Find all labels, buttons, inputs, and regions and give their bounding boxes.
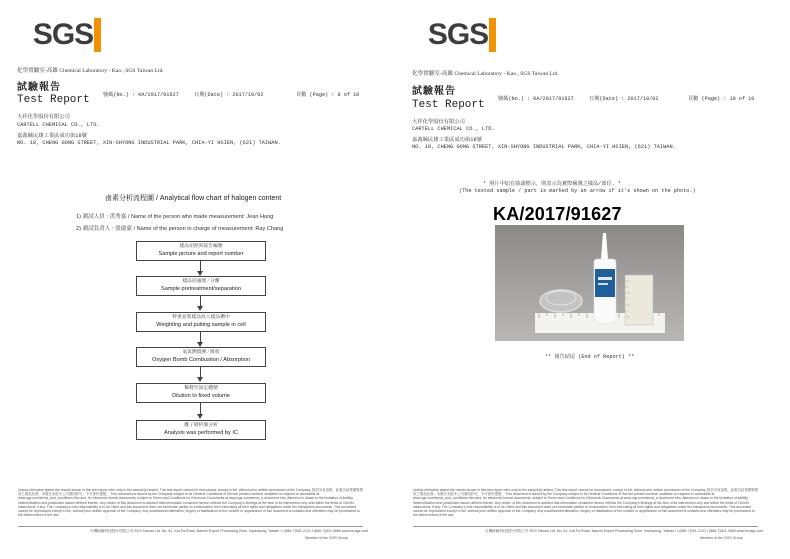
report-title-cn: 試驗報告 — [412, 86, 456, 97]
flow-arrow-head — [197, 414, 203, 419]
flow-arrow — [200, 296, 201, 306]
address-cn: 嘉義縣民雄工業區成功街18號 — [17, 133, 87, 139]
company-en: CARTELL CHEMICAL CO., LTD. — [412, 126, 495, 132]
sample-photo-image — [495, 225, 684, 341]
flow-step-3 — [136, 312, 266, 332]
footer-address: 台灣檢驗科技股份有限公司 SGS Taiwan Ltd. No. 61, Kai-Fa Road, Nanzih Export Processing Zone, Kaohsiung, Taiwan / t (886-7)301-2121 f (886-7)301-0869 www.tw.sgs.com — [485, 529, 764, 533]
flow-step-1 — [136, 241, 266, 261]
sgs-logo — [32, 18, 102, 56]
sgs-logo-text: SGS — [427, 18, 489, 51]
flow-step-en: Sample picture and report number — [158, 251, 244, 257]
flow-step-2 — [136, 276, 266, 296]
flow-chart-title: 鹵素分析流程圖 / Analytical flow chart of halogen content — [105, 195, 282, 202]
flow-step-en: Sample pretreatment/separation — [161, 286, 241, 292]
flow-arrow — [200, 261, 201, 271]
report-number: 號碼(No.) : KA/2017/91627 — [498, 96, 574, 102]
flow-step-cn: 稀釋至固定體積 — [184, 386, 218, 391]
footer-divider — [18, 526, 363, 527]
flow-arrow — [200, 367, 201, 377]
report-page-10 — [395, 0, 790, 559]
sgs-logo — [427, 18, 497, 56]
company-en: CARTELL CHEMICAL CO., LTD. — [17, 122, 100, 128]
footer-disclaimer: Unless otherwise stated the results shown in this test report refer only to the sample(s) tested. This test report cannot be reproduced, except in full, without prior written permission of the Company. 除非另有說明，此報告結果僅對測試之樣品負責。本報告未經本公司書面許可，不可部份複製。 This document is issued by the Company subject to its General Conditions of Service printed overleaf, available on request or accessible at www.sgs.com/terms_and_conditions.htm and, for electronic format documents, subject to Terms and Conditions for Electronic Documents at www.sgs.com/terms_e-document.htm. Attention is drawn to the limitation of liability, indemnification and jurisdiction issues defined therein. Any holder of this document is advised that information contained hereon reflects the Company's findings at the time of its intervention only and within the limits of Client's instructions, if any. The Company's sole responsibility is to its Client and this document does not exonerate parties to a transaction from exercising all their rights and obligations under the transaction documents. This document cannot be reproduced except in full, without prior written approval of the Company. Any unauthorized alteration, forgery or falsification of the content or appearance of this document is unlawful and offenders may be prosecuted to the fullest extent of the law. — [18, 488, 363, 518]
flow-arrow-head — [197, 306, 203, 311]
sample-photo — [495, 225, 684, 341]
flow-step-en: Analysis was performed by IC — [164, 430, 238, 436]
flow-step-6 — [136, 420, 266, 440]
report-date: 日期(Date) : 2017/10/02 — [589, 96, 659, 102]
lab-line: 化學實驗室-高雄 Chemical Laboratory - Kao., SGS Taiwan Ltd. — [17, 68, 164, 74]
address-cn: 嘉義縣民雄工業區成功街18號 — [412, 137, 482, 143]
footer-divider — [413, 526, 758, 527]
flow-arrow — [200, 403, 201, 414]
flow-step-cn: 樣品拍照與報告編號 — [179, 244, 223, 249]
sgs-logo-text: SGS — [32, 18, 94, 51]
footer-disclaimer: Unless otherwise stated the results shown in this test report refer only to the sample(s) tested. This test report cannot be reproduced, except in full, without prior written permission of the Company. 除非另有說明，此報告結果僅對測試之樣品負責。本報告未經本公司書面許可，不可部份複製。 This document is issued by the Company subject to its General Conditions of Service printed overleaf, available on request or accessible at www.sgs.com/terms_and_conditions.htm and, for electronic format documents, subject to Terms and Conditions for Electronic Documents at www.sgs.com/terms_e-document.htm. Attention is drawn to the limitation of liability, indemnification and jurisdiction issues defined therein. Any holder of this document is advised that information contained hereon reflects the Company's findings at the time of its intervention only and within the limits of Client's instructions, if any. The Company's sole responsibility is to its Client and this document does not exonerate parties to a transaction from exercising all their rights and obligations under the transaction documents. This document cannot be reproduced except in full, without prior written approval of the Company. Any unauthorized alteration, forgery or falsification of the content or appearance of this document is unlawful and offenders may be prosecuted to the fullest extent of the law. — [413, 488, 758, 518]
report-title-en: Test Report — [17, 94, 90, 106]
person-in-charge: 2) 測試負責人 : 張啟豪 / Name of the person in charge of measurement: Ray Chang — [76, 226, 284, 232]
report-date: 日期(Date) : 2017/10/02 — [194, 92, 264, 98]
flow-arrow — [200, 332, 201, 342]
flow-step-cn: 離子層析儀分析 — [184, 423, 218, 428]
flow-step-5 — [136, 383, 266, 403]
flow-step-cn: 樣品前處理 / 分離 — [182, 279, 220, 284]
company-cn: 大祥化學股份有限公司 — [17, 114, 70, 120]
lab-line: 化學實驗室-高雄 Chemical Laboratory - Kao., SGS Taiwan Ltd. — [412, 71, 559, 77]
footer-member: Member of the SGS Group — [305, 536, 348, 540]
sgs-logo-accent — [94, 18, 101, 52]
measurement-person: 1) 測試人員 : 洪秀嘉 / Name of the person who made measurement: Jean Hung — [76, 214, 274, 220]
report-title-en: Test Report — [412, 99, 485, 111]
flow-step-en: Oxygen Bomb Combustion / Absorption — [152, 357, 250, 363]
page-number: 頁數 (Page) : 10 of 10 — [688, 96, 755, 102]
flow-step-4 — [136, 347, 266, 367]
flow-step-en: Weighting and putting sample in cell — [156, 322, 246, 328]
photo-note-cn: * 照片中如有箭頭標示，則表示為實際檢測之樣品/部位. * — [483, 181, 621, 187]
sgs-logo-accent — [489, 18, 496, 52]
flow-step-en: Dilution to fixed volume — [172, 393, 230, 399]
address-en: NO. 18, CHENG GONG STREET, XIN-SHYONG INDUSTRIAL PARK, CHIA-YI HSIEN, (621) TAIWAN. — [412, 144, 676, 150]
page-number: 頁數 (Page) : 8 of 10 — [296, 92, 360, 98]
flow-step-cn: 氧氣燃燒彈 / 吸收 — [182, 350, 220, 355]
report-number: 號碼(No.) : KA/2017/91627 — [103, 92, 179, 98]
company-cn: 大祥化學股份有限公司 — [412, 119, 465, 125]
flow-arrow-head — [197, 377, 203, 382]
report-title-cn: 試驗報告 — [17, 82, 61, 93]
address-en: NO. 18, CHENG GONG STREET, XIN-SHYONG INDUSTRIAL PARK, CHIA-YI HSIEN, (621) TAIWAN. — [17, 140, 281, 146]
end-of-report: ** 報告結尾 (End of Report) ** — [545, 354, 635, 360]
footer-member: Member of the SGS Group — [700, 536, 743, 540]
flow-step-cn: 秤重並將樣品放入樣品槽中 — [172, 315, 230, 320]
sample-id: KA/2017/91627 — [493, 204, 622, 224]
footer-address: 台灣檢驗科技股份有限公司 SGS Taiwan Ltd. No. 61, Kai-Fa Road, Nanzih Export Processing Zone, Kaohsiung, Taiwan / t (886-7)301-2121 f (886-7)301-0869 www.tw.sgs.com — [90, 529, 369, 533]
photo-note-en: (The tested sample / part is marked by an arrow if it's shown on the photo.) — [459, 188, 696, 194]
